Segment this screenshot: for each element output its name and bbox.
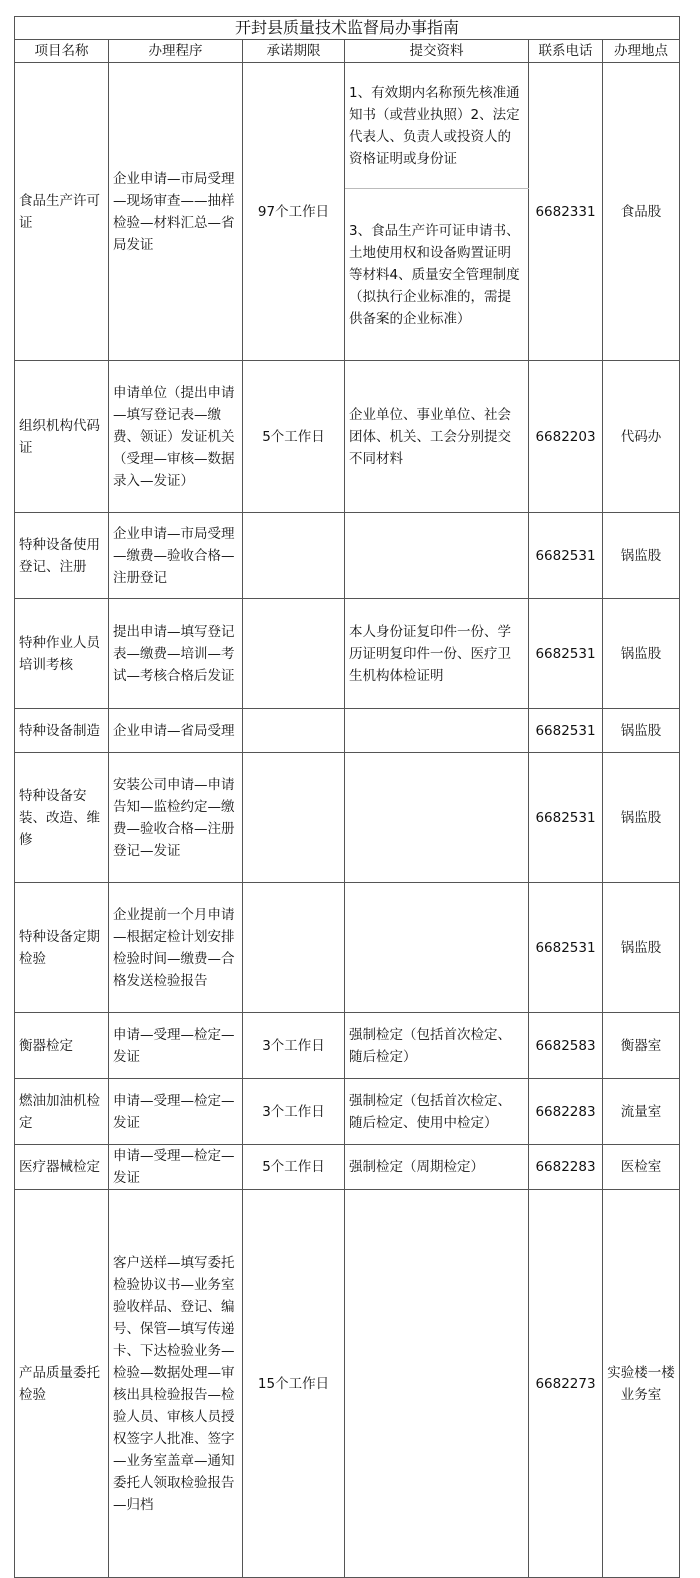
item-materials: 强制检定（包括首次检定、随后检定、使用中检定）: [345, 1079, 529, 1145]
item-location: 食品股: [603, 63, 680, 361]
item-deadline: [243, 709, 345, 753]
table-row: [15, 883, 680, 1013]
item-procedure: 企业提前一个月申请—根据定检计划安排检验时间—缴费—合格发送检验报告: [109, 883, 243, 1013]
table-row: [15, 361, 680, 513]
item-name: 特种作业人员培训考核: [15, 599, 109, 709]
table-row: [15, 1013, 680, 1079]
item-name: 衡器检定: [15, 1013, 109, 1079]
guide-table-wrapper: [14, 16, 679, 1578]
item-procedure: 企业申请—市局受理—缴费—验收合格—注册登记: [109, 513, 243, 599]
header-materials: 提交资料: [345, 40, 529, 63]
item-materials: 1、有效期内名称预先核准通知书（或营业执照）2、法定代表人、负责人或投资人的资格证明或身份证: [345, 63, 529, 189]
table-row: [15, 63, 680, 189]
item-deadline: 5个工作日: [243, 1145, 345, 1190]
item-name: 医疗器械检定: [15, 1145, 109, 1190]
guide-table: [14, 16, 680, 1578]
item-name: 食品生产许可证: [15, 63, 109, 361]
item-name: 特种设备使用登记、注册: [15, 513, 109, 599]
header-row: [15, 40, 680, 63]
item-materials: [345, 883, 529, 1013]
item-phone: 6682273: [529, 1190, 603, 1578]
item-deadline: 97个工作日: [243, 63, 345, 361]
item-phone: 6682583: [529, 1013, 603, 1079]
item-deadline: 15个工作日: [243, 1190, 345, 1578]
item-phone: 6682531: [529, 753, 603, 883]
item-materials: 强制检定（周期检定）: [345, 1145, 529, 1190]
item-deadline: [243, 599, 345, 709]
item-location: 流量室: [603, 1079, 680, 1145]
item-materials: 强制检定（包括首次检定、随后检定）: [345, 1013, 529, 1079]
table-row: [15, 753, 680, 883]
item-phone: 6682531: [529, 599, 603, 709]
item-deadline: 5个工作日: [243, 361, 345, 513]
item-phone: 6682203: [529, 361, 603, 513]
item-materials: [345, 709, 529, 753]
item-materials: [345, 753, 529, 883]
table-row: [15, 513, 680, 599]
item-deadline: 3个工作日: [243, 1013, 345, 1079]
item-procedure: 申请—受理—检定—发证: [109, 1079, 243, 1145]
table-row: [15, 599, 680, 709]
header-phone: 联系电话: [529, 40, 603, 63]
item-materials: [345, 1190, 529, 1578]
item-location: 医检室: [603, 1145, 680, 1190]
item-location: 锅监股: [603, 753, 680, 883]
item-name: 组织机构代码证: [15, 361, 109, 513]
item-procedure: 申请—受理—检定—发证: [109, 1013, 243, 1079]
item-location: 衡器室: [603, 1013, 680, 1079]
header-location: 办理地点: [603, 40, 680, 63]
item-location: 代码办: [603, 361, 680, 513]
item-procedure: 安装公司申请—申请告知—监检约定—缴费—验收合格—注册登记—发证: [109, 753, 243, 883]
item-phone: 6682283: [529, 1079, 603, 1145]
item-materials: 企业单位、事业单位、社会团体、机关、工会分别提交不同材料: [345, 361, 529, 513]
item-phone: 6682531: [529, 883, 603, 1013]
item-phone: 6682283: [529, 1145, 603, 1190]
item-procedure: 申请单位（提出申请—填写登记表—缴费、领证）发证机关（受理—审核—数据录入—发证）: [109, 361, 243, 513]
table-row: [15, 1190, 680, 1578]
item-location: 锅监股: [603, 709, 680, 753]
header-procedure: 办理程序: [109, 40, 243, 63]
item-name: 燃油加油机检定: [15, 1079, 109, 1145]
item-materials: 本人身份证复印件一份、学历证明复印件一份、医疗卫生机构体检证明: [345, 599, 529, 709]
header-deadline: 承诺期限: [243, 40, 345, 63]
item-location: 锅监股: [603, 883, 680, 1013]
item-procedure: 企业申请—市局受理—现场审查——抽样检验—材料汇总—省局发证: [109, 63, 243, 361]
header-name: 项目名称: [15, 40, 109, 63]
item-location: 实验楼一楼业务室: [603, 1190, 680, 1578]
item-phone: 6682531: [529, 513, 603, 599]
table-row: [15, 1079, 680, 1145]
item-materials: [345, 513, 529, 599]
table-row: [15, 1145, 680, 1190]
item-location: 锅监股: [603, 599, 680, 709]
item-name: 特种设备制造: [15, 709, 109, 753]
item-materials: 3、食品生产许可证申请书、土地使用权和设备购置证明等材料4、质量安全管理制度（拟执行企业标准的，需提供备案的企业标准）: [345, 189, 529, 361]
item-name: 产品质量委托检验: [15, 1190, 109, 1578]
item-procedure: 企业申请—省局受理: [109, 709, 243, 753]
item-procedure: 客户送样—填写委托检验协议书—业务室验收样品、登记、编号、保管—填写传递卡、下达检验业务—检验—数据处理—审核出具检验报告—检验人员、审核人员授权签字人批准、签字—业务室盖章—通知委托人领取检验报告—归档: [109, 1190, 243, 1578]
item-name: 特种设备安装、改造、维修: [15, 753, 109, 883]
item-procedure: 申请—受理—检定—发证: [109, 1145, 243, 1190]
item-phone: 6682331: [529, 63, 603, 361]
item-deadline: [243, 513, 345, 599]
item-deadline: [243, 753, 345, 883]
item-procedure: 提出申请—填写登记表—缴费—培训—考试—考核合格后发证: [109, 599, 243, 709]
item-location: 锅监股: [603, 513, 680, 599]
table-row: [15, 709, 680, 753]
item-name: 特种设备定期检验: [15, 883, 109, 1013]
table-title: 开封县质量技术监督局办事指南: [15, 17, 680, 40]
item-deadline: [243, 883, 345, 1013]
item-phone: 6682531: [529, 709, 603, 753]
item-deadline: 3个工作日: [243, 1079, 345, 1145]
title-row: [15, 17, 680, 40]
